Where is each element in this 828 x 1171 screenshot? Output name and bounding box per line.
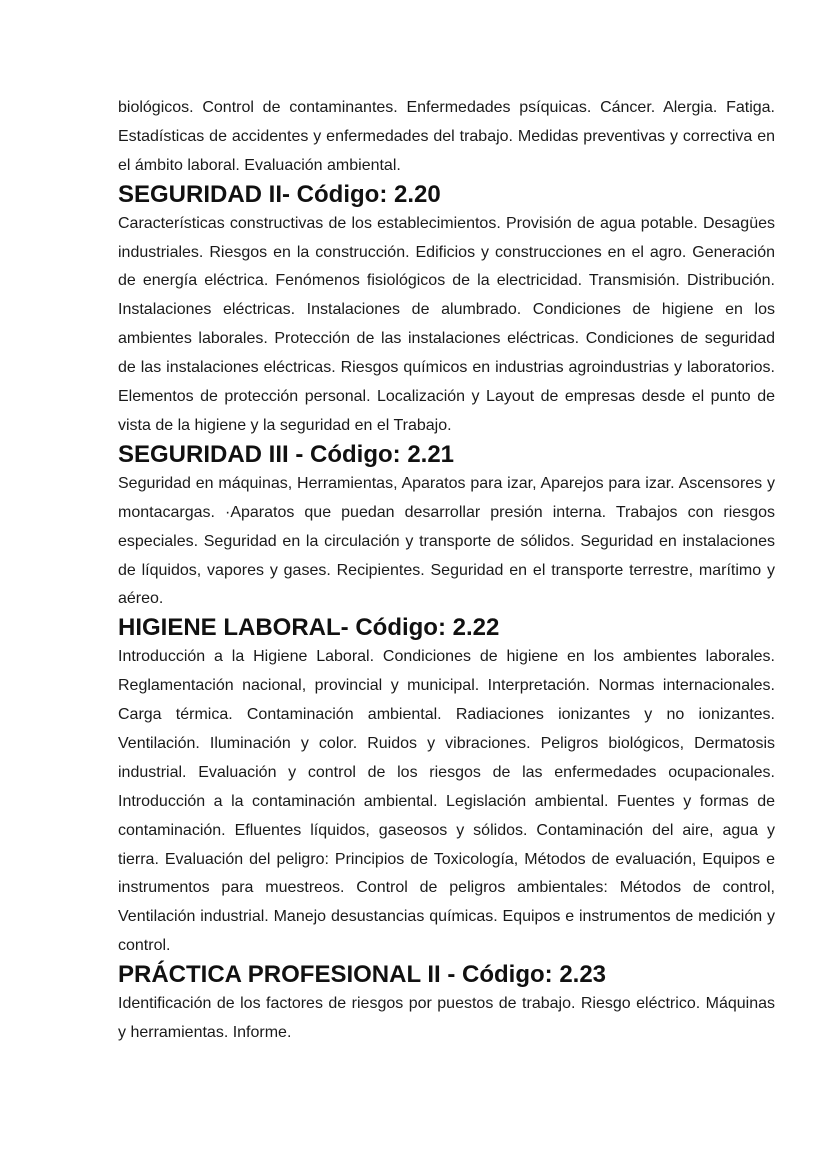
section-body-practica-profesional-ii: Identificación de los factores de riesgos por puestos de trabajo. Riesgo eléctrico. Máquinas y herramientas. Informe. (118, 995, 775, 1041)
section-heading-seguridad-iii: SEGURIDAD III - Código: 2.21 (118, 440, 455, 468)
section-heading-practica-profesional-ii: PRÁCTICA PROFESIONAL II - Código: 2.23 (118, 961, 607, 989)
section-heading-seguridad-ii: SEGURIDAD II- Código: 2.20 (118, 180, 441, 208)
document-page (118, 94, 775, 1048)
section-body-higiene-laboral: Introducción a la Higiene Laboral. Condiciones de higiene en los ambientes laborales. Reglamentación nacional, provincial y municipal. Interpretación. Normas internacionales. Carga térmica. Contaminación ambiental. Radiaciones ionizantes y no ionizantes. Ventilación. Iluminación y color. Ruidos y vibraciones. Peligros biológicos, Dermatosis industrial. Evaluación y control de los riesgos de las enfermedades ocupacionales. Introducción a la contaminación ambiental. Legislación ambiental. Fuentes y formas de contaminación. Efluentes líquidos, gaseosos y sólidos. Contaminación del aire, agua y tierra. Evaluación del peligro: Principios de Toxicología, Métodos de evaluación, Equipos e instrumentos para muestreos. Control de peligros ambientales: Métodos de control, Ventilación industrial. Manejo desustancias químicas. Equipos e instrumentos de medición y control. (118, 648, 775, 955)
section-body-seguridad-ii: Características constructivas de los establecimientos. Provisión de agua potable. Desagües industriales. Riesgos en la construcción. Edificios y construcciones en el agro. Generación de energía eléctrica. Fenómenos fisiológicos de la electricidad. Transmisión. Distribución. Instalaciones eléctricas. Instalaciones de alumbrado. Condiciones de higiene en los ambientes laborales. Protección de las instalaciones eléctricas. Condiciones de seguridad de las instalaciones eléctricas. Riesgos químicos en industrias agroindustrias y laboratorios. Elementos de protección personal. Localización y Layout de empresas desde el punto de vista de la higiene y la seguridad en el Trabajo. (118, 214, 775, 434)
section-body-seguridad-iii: Seguridad en máquinas, Herramientas, Aparatos para izar, Aparejos para izar. Ascensores y montacargas. ·Aparatos que puedan desarrollar presión interna. Trabajos con riesgos especiales. Seguridad en la circulación y transporte de sólidos. Seguridad en instalaciones de líquidos, vapores y gases. Recipientes. Seguridad en el transporte terrestre, marítimo y aéreo. (118, 474, 775, 608)
intro-paragraph: biológicos. Control de contaminantes. Enfermedades psíquicas. Cáncer. Alergia. Fatiga. Estadísticas de accidentes y enfermedades del trabajo. Medidas preventivas y correctiva en el ámbito laboral. Evaluación ambiental. (118, 99, 775, 174)
section-heading-higiene-laboral: HIGIENE LABORAL- Código: 2.22 (118, 614, 500, 642)
